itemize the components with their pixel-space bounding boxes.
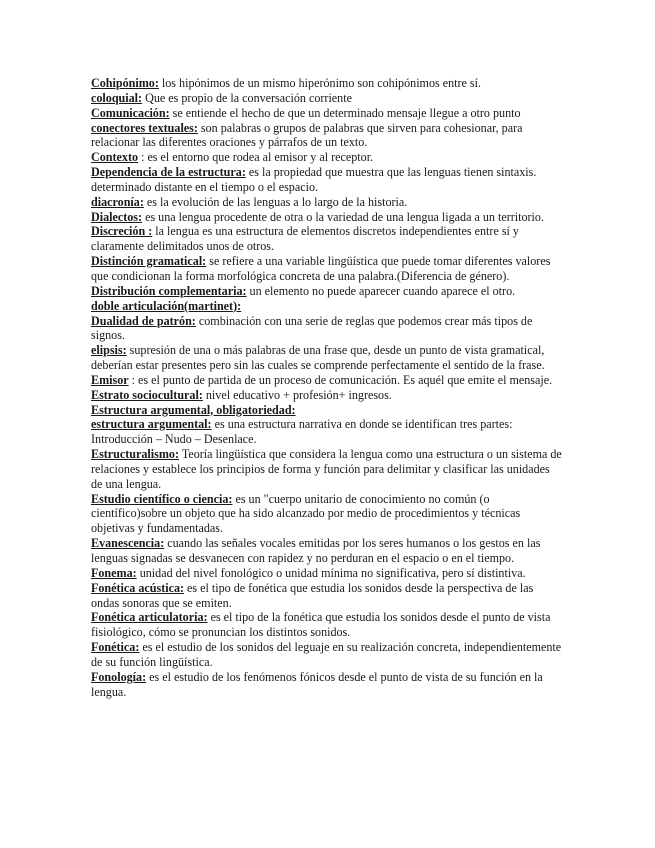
glossary-definition: son palabras o grupos de palabras que sirven para cohesionar, para relacionar las diferentes oraciones y párrafos de un texto. bbox=[91, 120, 523, 150]
glossary-entry-fonologia bbox=[91, 670, 563, 700]
glossary-definition: es el tipo de fonética que estudia los sonidos desde la perspectiva de las ondas sonoras que se emiten. bbox=[91, 580, 534, 610]
glossary-term: Distinción gramatical: bbox=[91, 254, 207, 269]
glossary-definition: Teoría lingüística que considera la lengua como una estructura o un sistema de relaciones y establece los principios de forma y función para delimitar y clasificar las unidades de una lengua. bbox=[91, 447, 562, 491]
glossary-term: Estructuralismo: bbox=[91, 447, 180, 462]
glossary-entry-emisor bbox=[91, 373, 563, 388]
glossary-definition: se refiere a una variable lingüística que puede tomar diferentes valores que condicionan la forma morfológica concreta de una palabra.(Diferencia de género). bbox=[91, 254, 551, 283]
glossary-entry-dialectos bbox=[91, 210, 563, 225]
glossary-entry-diacronia bbox=[91, 195, 563, 210]
glossary-entry-estudio-cientifico bbox=[91, 492, 563, 537]
glossary-entry-distincion-gramatical bbox=[91, 254, 563, 284]
glossary-entry-estructura-argumental bbox=[91, 417, 563, 447]
glossary-definition: es la propiedad que muestra que las lenguas tienen sintaxis. determinado distante en el tiempo o el espacio. bbox=[91, 165, 537, 194]
glossary-term: Dialectos: bbox=[91, 209, 143, 224]
glossary-entry-estrato-sociocultural bbox=[91, 388, 563, 403]
glossary-entry-dependencia-estructura bbox=[91, 165, 563, 195]
glossary-definition: es el estudio de los fenómenos fónicos desde el punto de vista de su función en la lengua. bbox=[91, 669, 543, 699]
glossary-term: Discreción : bbox=[91, 224, 153, 239]
glossary-term: Contexto bbox=[91, 150, 139, 165]
glossary-definition: se entiende el hecho de que un determinado mensaje llegue a otro punto bbox=[169, 105, 521, 120]
glossary-definition: es una lengua procedente de otra o la variedad de una lengua ligada a un territorio. bbox=[142, 209, 544, 224]
glossary-entry-comunicacion bbox=[91, 106, 563, 121]
glossary-definition: es el tipo de la fonética que estudia los sonidos desde el punto de vista fisiológico, cómo se pronuncian los distintos sonidos. bbox=[91, 610, 551, 640]
glossary-entry-conectores-textuales bbox=[91, 121, 563, 151]
glossary-definition: es un "cuerpo unitario de conocimiento no común (o científico)sobre un objeto que ha sido alcanzado por medio de procedimientos y técnicas objetivas y fundamentadas. bbox=[91, 491, 521, 536]
glossary-definition: la lengua es una estructura de elementos discretos independientes entre sí y claramente delimitados unos de otros. bbox=[91, 224, 519, 254]
glossary-term: Fonología: bbox=[91, 669, 147, 684]
glossary-entry-fonetica bbox=[91, 640, 563, 670]
glossary-term: Evanescencia: bbox=[91, 536, 165, 551]
glossary-term: Estructura argumental, obligatoriedad: bbox=[91, 402, 296, 417]
glossary-term: Distribución complementaria: bbox=[91, 283, 247, 298]
glossary-entry-fonetica-acustica bbox=[91, 581, 563, 611]
glossary-term: conectores textuales: bbox=[91, 120, 198, 135]
glossary-definition: es una estructura narrativa en donde se identifican tres partes: Introducción – Nudo – Desenlace. bbox=[91, 417, 513, 447]
glossary-definition: los hipónimos de un mismo hiperónimo son cohipónimos entre sí. bbox=[158, 76, 482, 90]
glossary-term: Cohipónimo: bbox=[91, 76, 159, 90]
glossary-entry-doble-articulacion bbox=[91, 299, 563, 314]
glossary-term: Estudio científico o ciencia: bbox=[91, 491, 233, 506]
glossary-list bbox=[91, 76, 563, 699]
glossary-term: Comunicación: bbox=[91, 105, 170, 120]
glossary-entry-fonema bbox=[91, 566, 563, 581]
glossary-entry-cohiponimo bbox=[91, 76, 563, 91]
glossary-definition: cuando las señales vocales emitidas por los seres humanos o los gestos en las lenguas signadas se desvanecen con rapidez y no perduran en el espacio o en el tiempo. bbox=[91, 536, 541, 565]
glossary-term: diacronía: bbox=[91, 194, 144, 209]
glossary-term: Dualidad de patrón: bbox=[91, 313, 196, 328]
glossary-entry-coloquial bbox=[91, 91, 563, 106]
glossary-entry-distribucion-complementaria bbox=[91, 284, 563, 299]
glossary-definition: unidad del nivel fonológico o unidad mínima no significativa, pero sí distintiva. bbox=[136, 565, 526, 580]
glossary-entry-estructura-argumental-obligatoriedad bbox=[91, 403, 563, 418]
glossary-definition: un elemento no puede aparecer cuando aparece el otro. bbox=[246, 283, 516, 298]
glossary-term: elipsis: bbox=[91, 343, 127, 358]
glossary-entry-discrecion bbox=[91, 224, 563, 254]
glossary-entry-fonetica-articulatoria bbox=[91, 610, 563, 640]
glossary-definition: nivel educativo + profesión+ ingresos. bbox=[202, 387, 392, 402]
glossary-term: Emisor bbox=[91, 372, 129, 387]
glossary-entry-estructuralismo bbox=[91, 447, 563, 492]
glossary-definition: Que es propio de la conversación corriente bbox=[142, 90, 352, 105]
glossary-term: Fonética articulatoria: bbox=[91, 610, 208, 625]
glossary-definition: es el estudio de los sonidos del leguaje en su realización concreta, independientemente de su función lingüística. bbox=[91, 640, 562, 669]
glossary-definition: combinación con una serie de reglas que podemos crear más tipos de signos. bbox=[91, 313, 533, 343]
glossary-term: Dependencia de la estructura: bbox=[91, 165, 246, 180]
glossary-entry-dualidad-patron bbox=[91, 314, 563, 344]
glossary-term: doble articulación(martinet): bbox=[91, 298, 242, 313]
glossary-term: Fonema: bbox=[91, 565, 137, 580]
glossary-definition: : es el punto de partida de un proceso de comunicación. Es aquél que emite el mensaje. bbox=[128, 372, 553, 387]
glossary-term: estructura argumental: bbox=[91, 417, 212, 432]
glossary-definition: : es el entorno que rodea al emisor y al receptor. bbox=[138, 150, 374, 165]
glossary-entry-elipsis bbox=[91, 343, 563, 373]
glossary-term: Fonética acústica: bbox=[91, 580, 185, 595]
glossary-entry-evanescencia bbox=[91, 536, 563, 566]
glossary-term: Estrato sociocultural: bbox=[91, 387, 203, 402]
glossary-entry-contexto bbox=[91, 150, 563, 165]
glossary-term: Fonética: bbox=[91, 640, 140, 655]
glossary-term: coloquial: bbox=[91, 90, 143, 105]
glossary-definition: supresión de una o más palabras de una frase que, desde un punto de vista gramatical, deberían estar presentes pero sin las cuales se comprende perfectamente el sentido de la frase. bbox=[91, 343, 545, 373]
glossary-definition: es la evolución de las lenguas a lo largo de la historia. bbox=[143, 194, 408, 209]
